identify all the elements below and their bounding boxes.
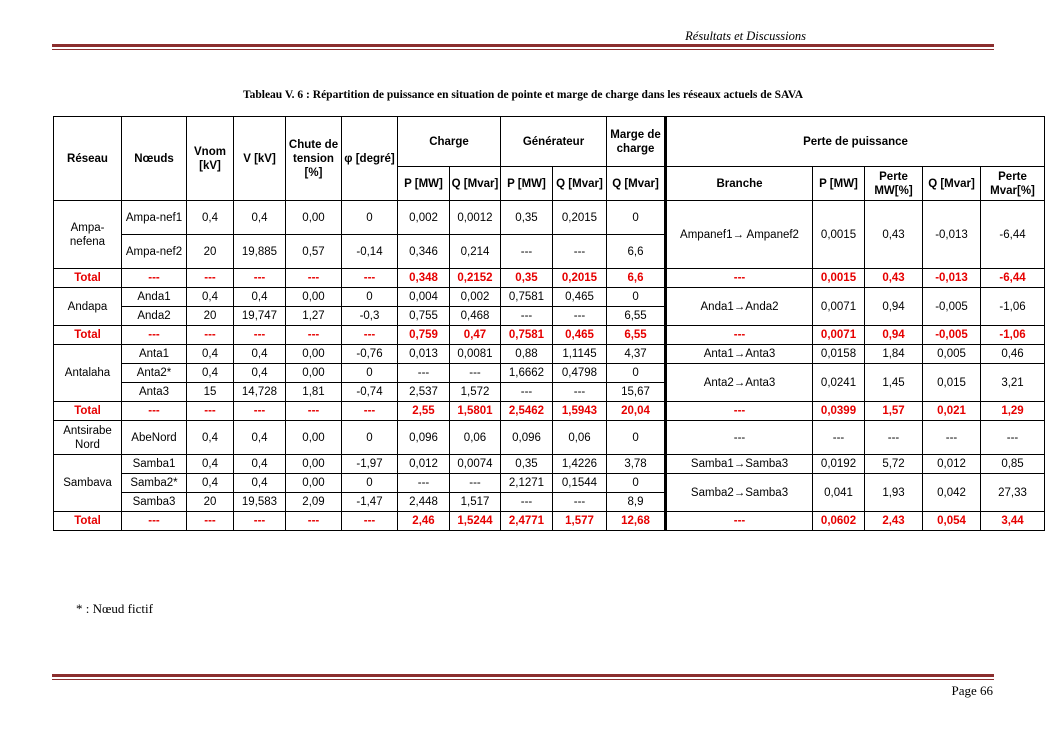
cell-gen-p: 0,88 xyxy=(501,345,553,364)
total-cell: 1,5244 xyxy=(450,512,501,531)
cell-charge-p: 0,346 xyxy=(398,235,450,269)
cell-vnom: 0,4 xyxy=(187,201,234,235)
cell-perte-mvar: 0,46 xyxy=(981,345,1045,364)
total-cell: --- xyxy=(234,269,286,288)
header-perte-q: Q [Mvar] xyxy=(923,167,981,201)
total-cell: 0,021 xyxy=(923,402,981,421)
cell-v: 0,4 xyxy=(234,345,286,364)
total-cell: --- xyxy=(666,402,813,421)
network-cell: Antsirabe Nord xyxy=(54,421,122,455)
total-cell: 2,46 xyxy=(398,512,450,531)
total-cell: 6,55 xyxy=(607,326,666,345)
cell-gen-q: 1,4226 xyxy=(553,455,607,474)
cell-vnom: 20 xyxy=(187,307,234,326)
cell-vnom: 20 xyxy=(187,493,234,512)
cell-chute: 0,00 xyxy=(286,455,342,474)
cell-noeud: Samba1 xyxy=(122,455,187,474)
cell-gen-q: 0,1544 xyxy=(553,474,607,493)
cell-phi: -0,74 xyxy=(342,383,398,402)
cell-marge: 0 xyxy=(607,421,666,455)
cell-perte-p: --- xyxy=(813,421,865,455)
cell-perte-q: -0,005 xyxy=(923,288,981,326)
total-cell: 0,2152 xyxy=(450,269,501,288)
cell-perte-mw: --- xyxy=(865,421,923,455)
cell-charge-q: 0,0012 xyxy=(450,201,501,235)
table-row xyxy=(54,455,1045,474)
cell-gen-p: --- xyxy=(501,383,553,402)
total-row xyxy=(54,402,1045,421)
total-cell: 12,68 xyxy=(607,512,666,531)
total-row xyxy=(54,512,1045,531)
total-cell: 2,4771 xyxy=(501,512,553,531)
total-cell: 0,465 xyxy=(553,326,607,345)
cell-charge-p: 0,002 xyxy=(398,201,450,235)
cell-vnom: 0,4 xyxy=(187,421,234,455)
total-cell: --- xyxy=(666,269,813,288)
cell-perte-mw: 1,84 xyxy=(865,345,923,364)
cell-charge-p: 0,012 xyxy=(398,455,450,474)
header-gen-p: P [MW] xyxy=(501,167,553,201)
total-cell: 0,43 xyxy=(865,269,923,288)
cell-v: 19,747 xyxy=(234,307,286,326)
cell-charge-p: 0,755 xyxy=(398,307,450,326)
cell-marge: 6,55 xyxy=(607,307,666,326)
cell-phi: -0,3 xyxy=(342,307,398,326)
total-cell: --- xyxy=(286,402,342,421)
cell-gen-q: 1,1145 xyxy=(553,345,607,364)
cell-perte-q: 0,015 xyxy=(923,364,981,402)
header-generateur: Générateur xyxy=(501,117,607,167)
cell-chute: 1,81 xyxy=(286,383,342,402)
cell-marge: 0 xyxy=(607,364,666,383)
cell-gen-p: 0,7581 xyxy=(501,288,553,307)
total-cell: 0,0399 xyxy=(813,402,865,421)
header-charge: Charge xyxy=(398,117,501,167)
total-cell: --- xyxy=(286,326,342,345)
running-header: Résultats et Discussions xyxy=(685,29,806,43)
cell-gen-q: 0,4798 xyxy=(553,364,607,383)
cell-marge: 0 xyxy=(607,201,666,235)
header-perte-mvar: Perte Mvar[%] xyxy=(981,167,1045,201)
cell-phi: 0 xyxy=(342,201,398,235)
total-cell: Total xyxy=(54,402,122,421)
cell-gen-p: 0,096 xyxy=(501,421,553,455)
total-cell: --- xyxy=(342,512,398,531)
total-cell: 1,5801 xyxy=(450,402,501,421)
cell-marge: 0 xyxy=(607,474,666,493)
total-cell: Total xyxy=(54,269,122,288)
table-row xyxy=(54,474,1045,493)
cell-gen-q: 0,06 xyxy=(553,421,607,455)
total-cell: --- xyxy=(122,269,187,288)
cell-vnom: 0,4 xyxy=(187,364,234,383)
total-cell: 0,054 xyxy=(923,512,981,531)
cell-gen-p: 0,35 xyxy=(501,455,553,474)
total-cell: 1,57 xyxy=(865,402,923,421)
cell-charge-q: 0,0081 xyxy=(450,345,501,364)
total-cell: Total xyxy=(54,326,122,345)
cell-branche: Anta1→Anta3 xyxy=(666,345,813,364)
page-number: Page 66 xyxy=(951,683,993,698)
total-cell: 2,55 xyxy=(398,402,450,421)
header-gen-q: Q [Mvar] xyxy=(553,167,607,201)
total-cell: 2,43 xyxy=(865,512,923,531)
cell-branche: --- xyxy=(666,421,813,455)
cell-v: 14,728 xyxy=(234,383,286,402)
cell-perte-p: 0,0158 xyxy=(813,345,865,364)
cell-gen-p: 1,6662 xyxy=(501,364,553,383)
cell-perte-mw: 1,45 xyxy=(865,364,923,402)
cell-chute: 0,00 xyxy=(286,345,342,364)
cell-branche: Samba1→Samba3 xyxy=(666,455,813,474)
network-cell: Sambava xyxy=(54,455,122,512)
cell-gen-p: --- xyxy=(501,235,553,269)
table-caption: Tableau V. 6 : Répartition de puissance en situation de pointe et marge de charge dans les réseaux actuels de SAVA xyxy=(242,89,803,101)
cell-perte-q: 0,042 xyxy=(923,474,981,512)
header-marge-q: Q [Mvar] xyxy=(607,167,666,201)
cell-phi: 0 xyxy=(342,474,398,493)
cell-vnom: 15 xyxy=(187,383,234,402)
cell-perte-mw: 0,43 xyxy=(865,201,923,269)
cell-phi: -1,97 xyxy=(342,455,398,474)
cell-noeud: AbeNord xyxy=(122,421,187,455)
total-cell: -1,06 xyxy=(981,326,1045,345)
header-vnom: Vnom [kV] xyxy=(187,117,234,201)
cell-perte-q: -0,013 xyxy=(923,201,981,269)
header-v: V [kV] xyxy=(234,117,286,201)
cell-perte-p: 0,041 xyxy=(813,474,865,512)
total-cell: -6,44 xyxy=(981,269,1045,288)
cell-marge: 8,9 xyxy=(607,493,666,512)
power-distribution-table xyxy=(53,116,1045,531)
cell-charge-p: 0,013 xyxy=(398,345,450,364)
cell-charge-p: 0,096 xyxy=(398,421,450,455)
cell-noeud: Anda2 xyxy=(122,307,187,326)
total-cell: Total xyxy=(54,512,122,531)
cell-charge-q: 1,517 xyxy=(450,493,501,512)
cell-gen-p: 0,35 xyxy=(501,201,553,235)
header-phi: φ [degré] xyxy=(342,117,398,201)
cell-v: 0,4 xyxy=(234,364,286,383)
total-cell: --- xyxy=(187,402,234,421)
cell-perte-p: 0,0071 xyxy=(813,288,865,326)
total-cell: 0,348 xyxy=(398,269,450,288)
cell-noeud: Ampa-nef2 xyxy=(122,235,187,269)
cell-charge-q: 0,0074 xyxy=(450,455,501,474)
cell-phi: 0 xyxy=(342,364,398,383)
cell-noeud: Anta2* xyxy=(122,364,187,383)
footer-rule xyxy=(52,674,994,680)
total-cell: --- xyxy=(187,512,234,531)
cell-vnom: 20 xyxy=(187,235,234,269)
cell-noeud: Anda1 xyxy=(122,288,187,307)
cell-branche: Anta2→Anta3 xyxy=(666,364,813,402)
cell-marge: 6,6 xyxy=(607,235,666,269)
cell-noeud: Anta3 xyxy=(122,383,187,402)
cell-gen-p: 2,1271 xyxy=(501,474,553,493)
cell-noeud: Samba2* xyxy=(122,474,187,493)
cell-v: 0,4 xyxy=(234,421,286,455)
total-cell: 0,35 xyxy=(501,269,553,288)
cell-branche: Ampanef1→ Ampanef2 xyxy=(666,201,813,269)
cell-gen-q: --- xyxy=(553,307,607,326)
cell-gen-q: --- xyxy=(553,383,607,402)
cell-perte-q: 0,005 xyxy=(923,345,981,364)
cell-perte-p: 0,0192 xyxy=(813,455,865,474)
total-cell: --- xyxy=(286,512,342,531)
total-cell: --- xyxy=(122,512,187,531)
cell-noeud: Ampa-nef1 xyxy=(122,201,187,235)
cell-chute: 0,57 xyxy=(286,235,342,269)
total-cell: 1,5943 xyxy=(553,402,607,421)
header-branche: Branche xyxy=(666,167,813,201)
total-cell: --- xyxy=(234,512,286,531)
total-cell: 0,0015 xyxy=(813,269,865,288)
cell-v: 0,4 xyxy=(234,474,286,493)
cell-phi: 0 xyxy=(342,421,398,455)
header-charge-p: P [MW] xyxy=(398,167,450,201)
cell-perte-q: 0,012 xyxy=(923,455,981,474)
cell-v: 0,4 xyxy=(234,201,286,235)
cell-perte-mvar: --- xyxy=(981,421,1045,455)
cell-chute: 0,00 xyxy=(286,364,342,383)
total-cell: --- xyxy=(666,512,813,531)
cell-marge: 0 xyxy=(607,288,666,307)
cell-perte-mvar: -1,06 xyxy=(981,288,1045,326)
total-cell: 0,759 xyxy=(398,326,450,345)
total-cell: 0,47 xyxy=(450,326,501,345)
network-cell: Antalaha xyxy=(54,345,122,402)
cell-phi: -0,76 xyxy=(342,345,398,364)
cell-charge-q: 0,002 xyxy=(450,288,501,307)
header-chute: Chute de tension [%] xyxy=(286,117,342,201)
cell-gen-p: --- xyxy=(501,307,553,326)
total-cell: 6,6 xyxy=(607,269,666,288)
cell-phi: -1,47 xyxy=(342,493,398,512)
total-cell: 1,29 xyxy=(981,402,1045,421)
cell-vnom: 0,4 xyxy=(187,455,234,474)
cell-gen-p: --- xyxy=(501,493,553,512)
cell-perte-mvar: 3,21 xyxy=(981,364,1045,402)
cell-perte-q: --- xyxy=(923,421,981,455)
total-cell: 0,0602 xyxy=(813,512,865,531)
total-cell: 0,0071 xyxy=(813,326,865,345)
cell-perte-mw: 1,93 xyxy=(865,474,923,512)
header-perte-mw: Perte MW[%] xyxy=(865,167,923,201)
cell-perte-mvar: 0,85 xyxy=(981,455,1045,474)
total-cell: 20,04 xyxy=(607,402,666,421)
total-cell: --- xyxy=(234,402,286,421)
header-perte: Perte de puissance xyxy=(666,117,1045,167)
cell-v: 0,4 xyxy=(234,288,286,307)
cell-charge-p: 2,537 xyxy=(398,383,450,402)
cell-charge-q: --- xyxy=(450,474,501,493)
header-marge: Marge de charge xyxy=(607,117,666,167)
cell-chute: 0,00 xyxy=(286,474,342,493)
cell-chute: 1,27 xyxy=(286,307,342,326)
total-cell: --- xyxy=(286,269,342,288)
cell-charge-p: --- xyxy=(398,474,450,493)
cell-vnom: 0,4 xyxy=(187,345,234,364)
cell-vnom: 0,4 xyxy=(187,288,234,307)
cell-perte-mvar: 27,33 xyxy=(981,474,1045,512)
cell-gen-q: 0,465 xyxy=(553,288,607,307)
cell-gen-q: --- xyxy=(553,235,607,269)
cell-perte-mvar: -6,44 xyxy=(981,201,1045,269)
cell-marge: 3,78 xyxy=(607,455,666,474)
total-cell: --- xyxy=(342,269,398,288)
total-cell: 1,577 xyxy=(553,512,607,531)
cell-branche: Anda1→Anda2 xyxy=(666,288,813,326)
cell-charge-q: 0,214 xyxy=(450,235,501,269)
cell-v: 0,4 xyxy=(234,455,286,474)
cell-perte-mw: 0,94 xyxy=(865,288,923,326)
cell-chute: 2,09 xyxy=(286,493,342,512)
total-cell: --- xyxy=(666,326,813,345)
cell-branche: Samba2→Samba3 xyxy=(666,474,813,512)
table-body xyxy=(54,201,1045,531)
cell-marge: 4,37 xyxy=(607,345,666,364)
cell-v: 19,583 xyxy=(234,493,286,512)
total-cell: 0,7581 xyxy=(501,326,553,345)
header-perte-p: P [MW] xyxy=(813,167,865,201)
total-cell: 0,94 xyxy=(865,326,923,345)
total-cell: --- xyxy=(122,402,187,421)
total-row xyxy=(54,269,1045,288)
cell-marge: 15,67 xyxy=(607,383,666,402)
network-cell: Ampa-nefena xyxy=(54,201,122,269)
cell-charge-p: --- xyxy=(398,364,450,383)
footnote: * : Nœud fictif xyxy=(76,601,153,616)
cell-charge-p: 0,004 xyxy=(398,288,450,307)
total-cell: --- xyxy=(342,326,398,345)
cell-perte-p: 0,0241 xyxy=(813,364,865,402)
table-row xyxy=(54,345,1045,364)
cell-chute: 0,00 xyxy=(286,288,342,307)
cell-v: 19,885 xyxy=(234,235,286,269)
cell-gen-q: --- xyxy=(553,493,607,512)
header-reseau: Réseau xyxy=(54,117,122,201)
cell-perte-p: 0,0015 xyxy=(813,201,865,269)
cell-perte-mw: 5,72 xyxy=(865,455,923,474)
total-cell: -0,013 xyxy=(923,269,981,288)
cell-chute: 0,00 xyxy=(286,201,342,235)
total-cell: --- xyxy=(342,402,398,421)
table-row xyxy=(54,364,1045,383)
cell-charge-q: 0,06 xyxy=(450,421,501,455)
total-cell: --- xyxy=(187,269,234,288)
cell-noeud: Anta1 xyxy=(122,345,187,364)
total-cell: --- xyxy=(122,326,187,345)
cell-gen-q: 0,2015 xyxy=(553,201,607,235)
table-row xyxy=(54,421,1045,455)
cell-charge-q: 0,468 xyxy=(450,307,501,326)
total-cell: 0,2015 xyxy=(553,269,607,288)
total-cell: 2,5462 xyxy=(501,402,553,421)
cell-phi: 0 xyxy=(342,288,398,307)
total-cell: 3,44 xyxy=(981,512,1045,531)
cell-phi: -0,14 xyxy=(342,235,398,269)
cell-charge-p: 2,448 xyxy=(398,493,450,512)
cell-charge-q: 1,572 xyxy=(450,383,501,402)
header-rule xyxy=(52,44,994,50)
network-cell: Andapa xyxy=(54,288,122,326)
cell-chute: 0,00 xyxy=(286,421,342,455)
total-row xyxy=(54,326,1045,345)
header-noeuds: Nœuds xyxy=(122,117,187,201)
cell-vnom: 0,4 xyxy=(187,474,234,493)
table-row xyxy=(54,288,1045,307)
header-charge-q: Q [Mvar] xyxy=(450,167,501,201)
total-cell: --- xyxy=(234,326,286,345)
cell-charge-q: --- xyxy=(450,364,501,383)
cell-noeud: Samba3 xyxy=(122,493,187,512)
total-cell: --- xyxy=(187,326,234,345)
table-row xyxy=(54,201,1045,235)
total-cell: -0,005 xyxy=(923,326,981,345)
